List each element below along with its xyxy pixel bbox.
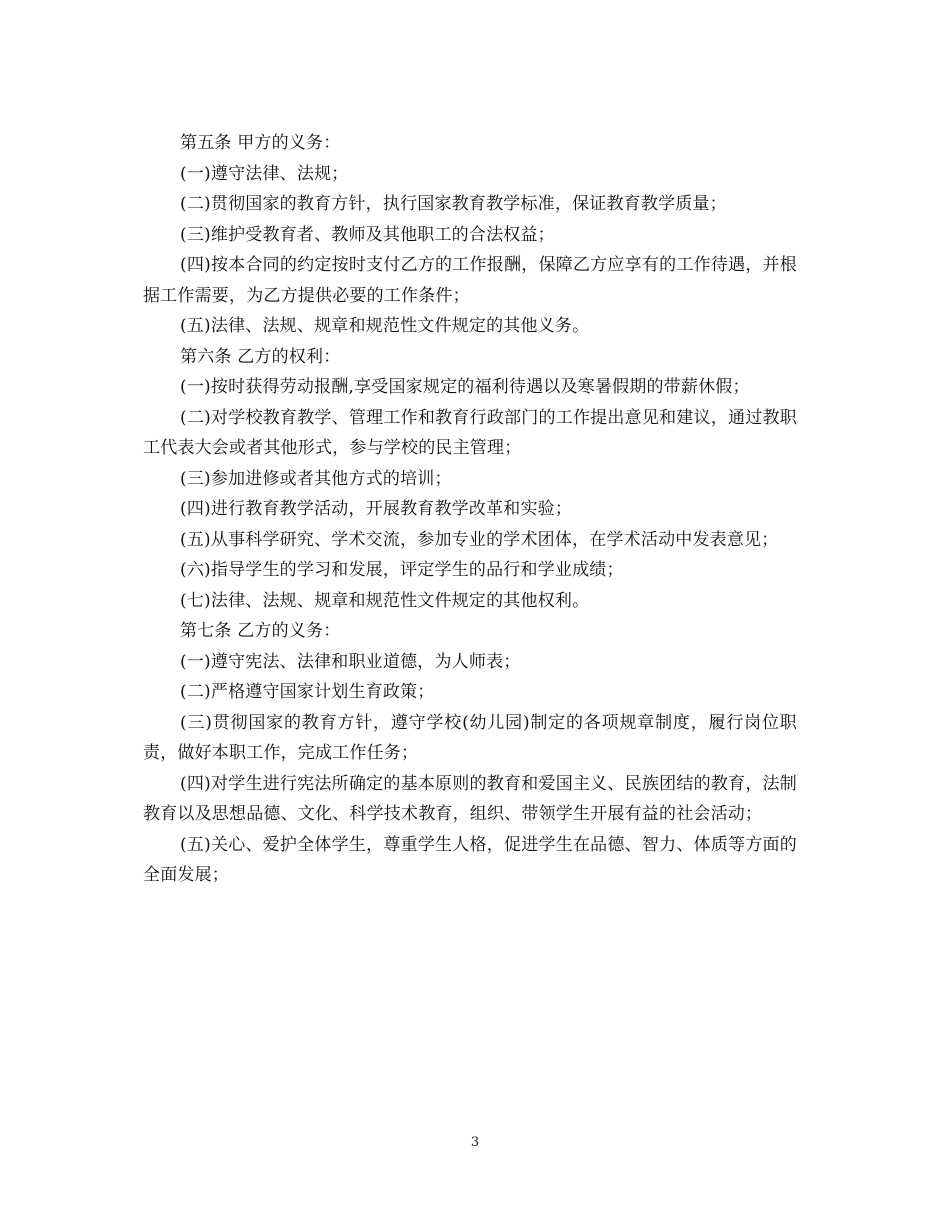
article-7-item-3: (三)贯彻国家的教育方针，遵守学校(幼儿园)制定的各项规章制度，履行岗位职责，做好本职工作，完成工作任务；: [143, 712, 797, 763]
article-7-item-4: (四)对学生进行宪法所确定的基本原则的教育和爱国主义、民族团结的教育，法制教育以及思想品德、文化、科学技术教育，组织、带领学生开展有益的社会活动；: [143, 773, 797, 824]
article-7-heading: 第七条 乙方的义务：: [180, 621, 341, 641]
article-5-item-5: (五)法律、法规、规章和规范性文件规定的其他义务。: [180, 316, 590, 336]
document-body: [143, 128, 797, 891]
article-6-item-2: (二)对学校教育教学、管理工作和教育行政部门的工作提出意见和建议，通过教职工代表大会或者其他形式，参与学校的民主管理；: [143, 407, 797, 458]
article-5-item-2: (二)贯彻国家的教育方针，执行国家教育教学标准，保证教育教学质量；: [180, 194, 727, 214]
article-6-item-1: (一)按时获得劳动报酬,享受国家规定的福利待遇以及寒暑假期的带薪休假；: [180, 377, 750, 397]
article-5-item-3: (三)维护受教育者、教师及其他职工的合法权益；: [180, 224, 555, 245]
article-7-item-5: (五)关心、爱护全体学生，尊重学生人格，促进学生在品德、智力、体质等方面的全面发展；: [143, 834, 797, 885]
article-6-heading: 第六条 乙方的权利：: [180, 346, 341, 367]
article-7-item-2: (二)严格遵守国家计划生育政策；: [180, 682, 435, 702]
article-6-item-6: (六)指导学生的学习和发展，评定学生的品行和学业成绩；: [180, 560, 624, 580]
article-6-item-4: (四)进行教育教学活动，开展教育教学改革和实验；: [180, 499, 573, 519]
article-6-item-5: (五)从事科学研究、学术交流，参加专业的学术团体，在学术活动中发表意见；: [180, 529, 779, 550]
article-5-item-4: (四)按本合同的约定按时支付乙方的工作报酬，保障乙方应享有的工作待遇，并根据工作需要，为乙方提供必要的工作条件；: [143, 255, 797, 306]
article-5-item-1: (一)遵守法律、法规；: [180, 163, 349, 184]
page-number: 3: [470, 1135, 480, 1150]
article-6-item-3: (三)参加进修或者其他方式的培训；: [180, 468, 452, 489]
article-6-item-7: (七)法律、法规、规章和规范性文件规定的其他权利。: [180, 590, 590, 611]
article-7-item-1: (一)遵守宪法、法律和职业道德，为人师表；: [180, 651, 521, 672]
article-5-heading: 第五条 甲方的义务：: [180, 133, 341, 153]
